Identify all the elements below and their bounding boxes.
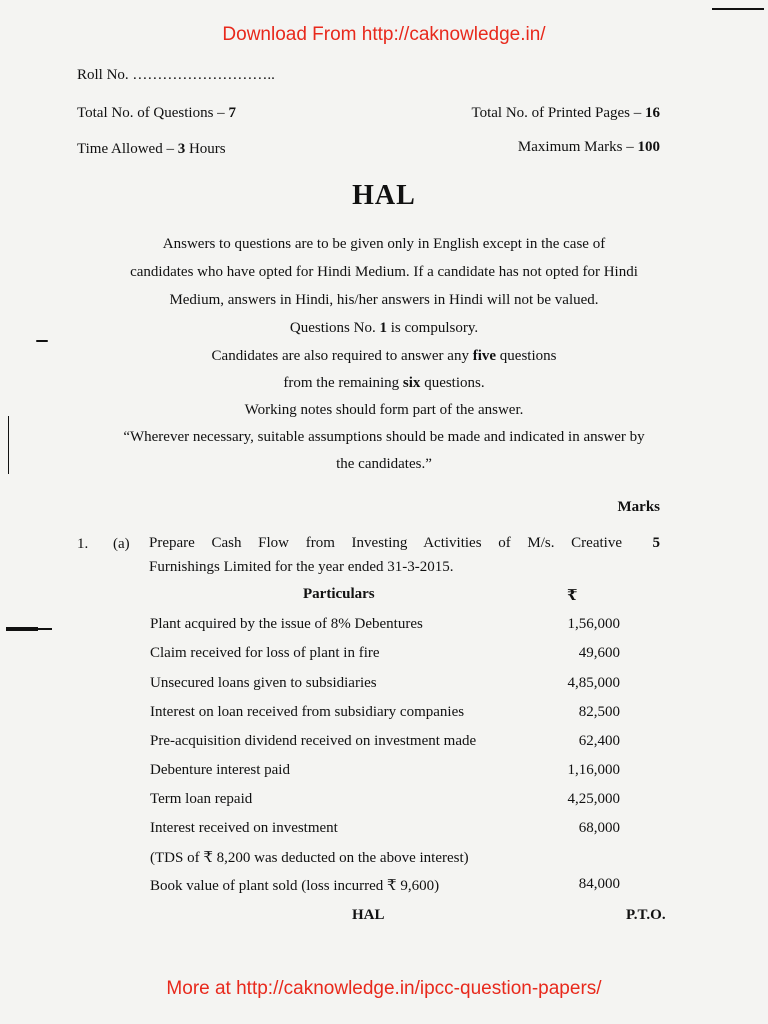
total-questions-label: Total No. of Questions – bbox=[77, 105, 229, 121]
table-row bbox=[150, 704, 620, 721]
currency-header: ₹ bbox=[567, 588, 578, 604]
download-link[interactable]: Download From http://caknowledge.in/ bbox=[222, 24, 546, 45]
time-allowed-label: Time Allowed – bbox=[77, 141, 178, 157]
maximum-marks bbox=[518, 139, 660, 156]
total-questions-value: 7 bbox=[228, 105, 236, 121]
choice-instruction: Candidates are also required to answer any five questions bbox=[211, 348, 557, 364]
table-row bbox=[150, 675, 620, 692]
table-row bbox=[150, 848, 620, 867]
table-row bbox=[150, 762, 620, 779]
time-allowed bbox=[77, 141, 226, 158]
table-row bbox=[150, 616, 620, 633]
table-row bbox=[150, 876, 620, 895]
row-amount: 4,25,000 bbox=[567, 791, 620, 807]
time-allowed-suffix: Hours bbox=[185, 141, 226, 157]
table-row bbox=[150, 645, 620, 662]
assumptions-line-1: “Wherever necessary, suitable assumptions should be made and indicated in answer by bbox=[123, 429, 645, 445]
roll-number-field: Roll No. ……………………….. bbox=[77, 67, 275, 83]
printed-pages-label: Total No. of Printed Pages – bbox=[471, 105, 645, 121]
row-label: Pre-acquisition dividend received on investment made bbox=[150, 733, 477, 749]
row-amount: 49,600 bbox=[578, 645, 620, 661]
instruction-line-3: Medium, answers in Hindi, his/her answers in Hindi will not be valued. bbox=[169, 292, 599, 308]
question-number: 1. bbox=[77, 536, 89, 552]
question-text-line-1: Prepare Cash Flow from Investing Activities of M/s. Creative bbox=[149, 535, 622, 551]
table-row bbox=[150, 791, 620, 808]
top-rule bbox=[712, 8, 764, 10]
remaining-instruction: from the remaining six questions. bbox=[283, 375, 485, 391]
question-marks: 5 bbox=[652, 535, 660, 551]
table-row bbox=[150, 820, 620, 837]
instruction-line-2: candidates who have opted for Hindi Medium. If a candidate has not opted for Hindi bbox=[130, 264, 638, 280]
row-label: (TDS of ₹ 8,200 was deducted on the above interest) bbox=[150, 850, 469, 866]
row-amount: 1,56,000 bbox=[567, 616, 620, 632]
row-label: Plant acquired by the issue of 8% Debentures bbox=[150, 616, 423, 632]
question-part: (a) bbox=[113, 536, 130, 552]
row-label: Interest received on investment bbox=[150, 820, 338, 836]
row-label: Term loan repaid bbox=[150, 791, 253, 807]
row-amount: 68,000 bbox=[578, 820, 620, 836]
time-allowed-value: 3 bbox=[177, 141, 186, 157]
page-turn-note: P.T.O. bbox=[626, 907, 666, 923]
printed-pages bbox=[471, 105, 660, 122]
row-amount: 84,000 bbox=[578, 876, 620, 892]
row-label: Debenture interest paid bbox=[150, 762, 290, 778]
row-amount: 1,16,000 bbox=[567, 762, 620, 778]
more-papers-link[interactable]: More at http://caknowledge.in/ipcc-question-papers/ bbox=[166, 978, 602, 999]
total-questions bbox=[77, 105, 236, 122]
scan-mark bbox=[6, 627, 38, 631]
maximum-marks-label: Maximum Marks – bbox=[517, 139, 638, 155]
compulsory-instruction: Questions No. 1 is compulsory. bbox=[289, 320, 479, 336]
maximum-marks-value: 100 bbox=[637, 139, 660, 155]
row-label: Unsecured loans given to subsidiaries bbox=[150, 675, 377, 691]
page-title: HAL bbox=[352, 180, 416, 211]
row-label: Claim received for loss of plant in fire bbox=[150, 645, 380, 661]
instruction-line-1: Answers to questions are to be given only in English except in the case of bbox=[162, 236, 606, 252]
table-row bbox=[150, 733, 620, 750]
row-amount: 62,400 bbox=[578, 733, 620, 749]
scan-mark bbox=[38, 628, 52, 630]
row-label: Book value of plant sold (loss incurred ₹ 9,600) bbox=[150, 878, 440, 894]
marks-column-header: Marks bbox=[617, 499, 660, 515]
row-amount: 4,85,000 bbox=[567, 675, 620, 691]
working-notes-instruction: Working notes should form part of the answer. bbox=[244, 402, 524, 418]
row-label: Interest on loan received from subsidiary companies bbox=[150, 704, 465, 720]
assumptions-line-2: the candidates.” bbox=[336, 456, 432, 472]
scan-mark bbox=[36, 340, 48, 342]
particulars-header: Particulars bbox=[303, 586, 375, 602]
row-amount: 82,500 bbox=[578, 704, 620, 720]
footer-code: HAL bbox=[352, 907, 385, 923]
printed-pages-value: 16 bbox=[645, 105, 660, 121]
question-text-line-2: Furnishings Limited for the year ended 31-3-2015. bbox=[149, 559, 454, 575]
